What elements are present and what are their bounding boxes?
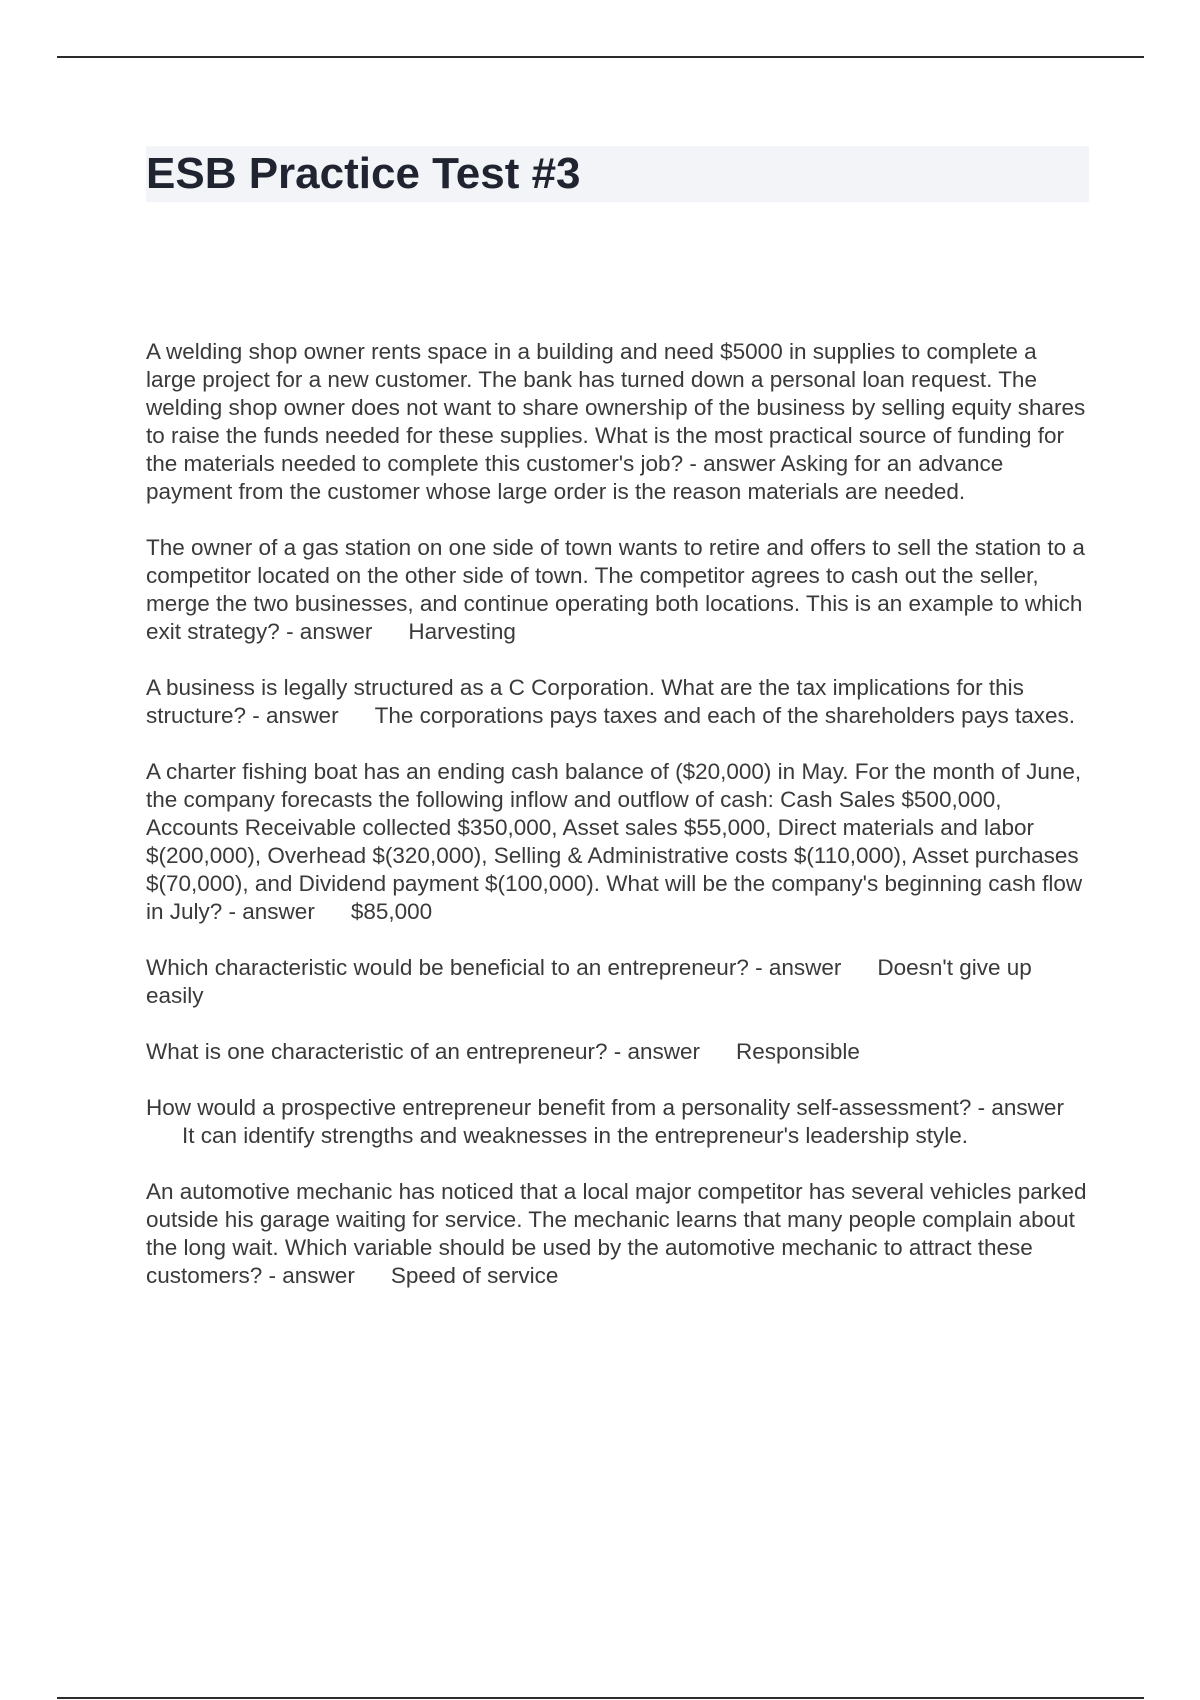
qa-item	[146, 1038, 1091, 1066]
qa-item	[146, 338, 1091, 506]
qa-item	[146, 758, 1091, 926]
question-text: A charter fishing boat has an ending cash balance of ($20,000) in May. For the month of June, the company forecasts the following inflow and outflow of cash: Cash Sales $500,000, Accounts Receivable collected $350,000, Asset sales $55,000, Direct materials and labor $(200,000), Overhead $(320,000), Selling & Administrative costs $(110,000), Asset purchases $(70,000), and Dividend payment $(100,000). What will be the company's beginning cash flow in July? - answer	[146, 759, 1083, 924]
qa-item	[146, 674, 1091, 730]
answer-text: Responsible	[736, 1039, 860, 1064]
answer-text: $85,000	[350, 899, 433, 924]
bottom-rule	[57, 1697, 1144, 1699]
answer-text: It can identify strengths and weaknesses in the entrepreneur's leadership style.	[182, 1123, 968, 1148]
qa-item	[146, 1178, 1091, 1290]
question-text: The owner of a gas station on one side of town wants to retire and offers to sell the station to a competitor located on the other side of town. The competitor agrees to cash out the seller, merge the two businesses, and continue operating both locations. This is an example to which exit strategy? - answer	[146, 535, 1085, 644]
question-text: An automotive mechanic has noticed that a local major competitor has several vehicles parked outside his garage waiting for service. The mechanic learns that many people complain about the long wait. Which variable should be used by the automotive mechanic to attract these customers? - answer	[146, 1179, 1087, 1288]
answer-text: Doesn't give up easily	[146, 955, 1032, 1008]
answer-text: Speed of service	[390, 1263, 559, 1288]
question-text: Which characteristic would be beneficial to an entrepreneur? - answer	[146, 955, 842, 980]
qa-list	[146, 338, 1091, 1318]
qa-item	[146, 1094, 1091, 1150]
question-text: A business is legally structured as a C Corporation. What are the tax implications for this structure? - answer	[146, 675, 1024, 728]
answer-text: Asking for an advance payment from the customer whose large order is the reason materials are needed.	[146, 451, 1004, 504]
answer-text: Harvesting	[408, 619, 516, 644]
qa-item	[146, 534, 1091, 646]
question-text: A welding shop owner rents space in a building and need $5000 in supplies to complete a large project for a new customer. The bank has turned down a personal loan request. The welding shop owner does not want to share ownership of the business by selling equity shares to raise the funds needed for these supplies. What is the most practical source of funding for the materials needed to complete this customer's job? - answer	[146, 339, 1086, 476]
question-text: How would a prospective entrepreneur benefit from a personality self-assessment? - answer	[146, 1095, 1064, 1120]
page-title: ESB Practice Test #3	[146, 149, 581, 198]
qa-item	[146, 954, 1091, 1010]
top-rule	[57, 56, 1144, 58]
answer-text: The corporations pays taxes and each of the shareholders pays taxes.	[374, 703, 1075, 728]
question-text: What is one characteristic of an entrepreneur? - answer	[146, 1039, 701, 1064]
